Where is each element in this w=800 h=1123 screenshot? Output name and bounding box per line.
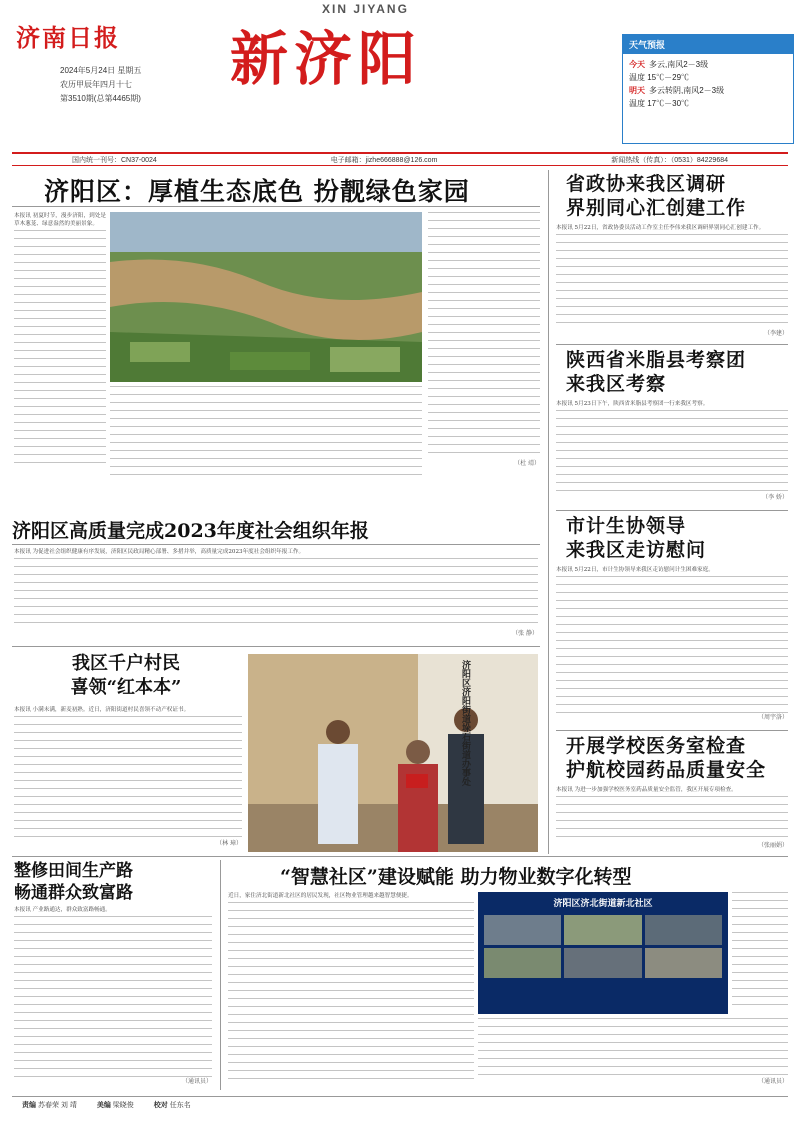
health-headline: [566, 514, 706, 562]
weather-tomorrow-temp-label: 温度: [629, 99, 645, 108]
divider: [12, 544, 540, 545]
article-lead: 本报讯 初夏时节，漫步济阳，到处是草木葱茏、绿意盎然的美丽景象。: [14, 213, 106, 227]
cn-number: 国内统一刊号：CN37-0024: [72, 156, 157, 164]
art-label: 美编: [96, 1101, 111, 1109]
weather-tomorrow-desc: 多云转阴,南风2－3级: [649, 86, 725, 95]
health-headline-line2: 来我区走访慰问: [566, 539, 707, 561]
divider: [12, 856, 788, 857]
village-credit: （林 璋）: [216, 840, 242, 847]
camera-feed: [484, 948, 561, 978]
school-credit: （张丽娟）: [757, 842, 788, 849]
social-credit: （张 静）: [512, 630, 538, 637]
issue-number: 第3510期(总第4465期): [60, 94, 141, 103]
text-column: [732, 892, 788, 1012]
shaanxi-credit: （李 娇）: [762, 494, 788, 501]
village-photo: [248, 654, 538, 852]
village-lead: 本报讯 小满未满，新麦初熟。近日，济阳街道村民喜领不动产权证书。: [14, 707, 190, 713]
smart-body-3: [732, 892, 788, 1014]
weather-today-temp: 15℃－29℃: [647, 73, 690, 82]
app-title: 济阳区济北街道新北社区: [553, 898, 653, 908]
weather-box: [622, 34, 794, 144]
article-credit: （杜 靖）: [514, 460, 540, 467]
village-sign: 济阳区济阳街道垛石街道办事处: [460, 660, 470, 786]
shaanxi-headline-line1: 陕西省米脂县考察团: [566, 349, 747, 371]
issue-info: [60, 64, 141, 106]
text-column: [228, 902, 474, 1086]
school-body: [556, 786, 788, 852]
text-column: [556, 234, 788, 330]
smart-app-screenshot: [478, 892, 728, 1014]
school-lead: 本报讯 为进一步加强学校医务室药品质量安全监管，我区开展专项检查。: [556, 787, 737, 793]
roads-body: [14, 906, 212, 1090]
village-headline-line1: 我区千户村民: [72, 653, 180, 674]
divider: [220, 860, 221, 1090]
weather-tomorrow-label: 明天: [629, 86, 645, 95]
health-lead: 本报讯 5月22日，市计生协领导来我区走访慰问计生困难家庭。: [556, 567, 714, 573]
cppcc-credit: （李建）: [763, 330, 788, 337]
health-body: [556, 566, 788, 726]
cppcc-headline-line2: 界别同心汇创建工作: [566, 197, 747, 219]
text-column: [556, 410, 788, 494]
smart-credit: （通讯员）: [757, 1078, 788, 1085]
newspaper-logo: 济南日报: [16, 23, 120, 52]
column-divider: [548, 170, 549, 854]
weather-today-desc: 多云,南风2－3级: [649, 60, 709, 69]
text-column: [556, 796, 788, 842]
email: 电子邮箱：jizhe666888@126.com: [330, 156, 438, 164]
school-headline-line2: 护航校园药品质量安全: [566, 759, 767, 781]
village-body: [14, 706, 242, 852]
smart-headline: “智慧社区”建设赋能 助力物业数字化转型: [280, 866, 632, 888]
shaanxi-headline-line2: 来我区考察: [566, 373, 667, 395]
roads-lead: 本报讯 产业路通达，群众致富路畅通。: [14, 907, 111, 913]
smart-lead: 近日，家住济北街道新北社区的居民发现，社区物业管理越来越智慧便捷。: [228, 893, 413, 899]
text-column: [478, 1018, 788, 1078]
smart-body-2: [478, 1018, 788, 1090]
cppcc-body: [556, 224, 788, 342]
art-name: 梁晓俊: [112, 1101, 134, 1109]
divider: [12, 646, 540, 647]
article-body-2: [110, 386, 422, 482]
article-body-3: [428, 212, 540, 472]
camera-feed: [645, 915, 722, 945]
river-aerial-photo: [110, 212, 422, 382]
editor-names: 苏春荣 刘 靖: [37, 1101, 77, 1109]
smart-body: [228, 892, 474, 1090]
roads-headline: [14, 860, 214, 904]
text-column: [110, 386, 422, 482]
shaanxi-headline: [566, 348, 746, 396]
text-column: [14, 916, 212, 1078]
masthead-pinyin: XIN JIYANG: [322, 2, 409, 16]
issue-date: 2024年5月24日 星期五: [60, 66, 142, 75]
main-headline: 济阳区：厚植生态底色 扮靓绿色家园: [44, 177, 470, 206]
shaanxi-lead: 本报讯 5月23日下午，陕西省米脂县考察团一行来我区考察。: [556, 401, 709, 407]
school-headline: [566, 734, 766, 782]
masthead-title: 新济阳: [230, 25, 423, 93]
proof-name: 任东名: [169, 1101, 191, 1109]
divider: [556, 344, 788, 345]
shaanxi-body: [556, 400, 788, 506]
issue-lunar: 农历甲辰年四月十七: [60, 80, 132, 89]
camera-grid: [478, 909, 728, 984]
editor-label: 责编: [22, 1101, 36, 1109]
school-headline-line1: 开展学校医务室检查: [566, 735, 747, 757]
camera-feed: [564, 915, 641, 945]
village-headline: [56, 652, 196, 700]
text-column: [14, 230, 106, 470]
roads-headline-line1: 整修田间生产路: [14, 861, 133, 881]
health-headline-line1: 市计生协领导: [566, 515, 687, 537]
divider: [12, 206, 540, 207]
weather-tomorrow-temp: 17℃－30℃: [647, 99, 690, 108]
camera-feed: [484, 915, 561, 945]
camera-feed: [645, 948, 722, 978]
text-column: [14, 558, 538, 630]
text-column: [556, 576, 788, 714]
camera-feed: [564, 948, 641, 978]
weather-today-label: 今天: [629, 60, 645, 69]
roads-headline-line2: 畅通群众致富路: [14, 883, 133, 903]
page-footer: [12, 1096, 788, 1112]
divider: [556, 730, 788, 731]
cppcc-lead: 本报讯 5月22日，省政协委员活动工作室主任李伟来我区调研界别同心汇创建工作。: [556, 225, 765, 231]
weather-heading: 天气预报: [623, 35, 793, 54]
roads-credit: （通讯员）: [181, 1078, 212, 1085]
village-headline-line2: 喜领“红本本”: [70, 677, 182, 698]
social-lead: 本报讯 为促进社会组织健康有序发展，济阳区民政局精心部署、多措并举，高质量完成2023年度社会组织年报工作。: [14, 549, 305, 555]
weather-today-temp-label: 温度: [629, 73, 645, 82]
social-headline: 济阳区高质量完成2023年度社会组织年报: [12, 520, 369, 542]
social-body: [14, 548, 538, 640]
cppcc-headline: [566, 172, 746, 220]
divider: [556, 510, 788, 511]
info-rule-bar: [12, 152, 788, 166]
text-column: [428, 212, 540, 460]
health-credit: （周宇洛）: [757, 714, 788, 721]
hotline: 新闻热线（传真）：（0531）84229684: [611, 156, 728, 164]
article-body: [14, 212, 106, 472]
proof-label: 校对: [153, 1101, 168, 1109]
text-column: [14, 716, 242, 840]
cppcc-headline-line1: 省政协来我区调研: [566, 173, 727, 195]
